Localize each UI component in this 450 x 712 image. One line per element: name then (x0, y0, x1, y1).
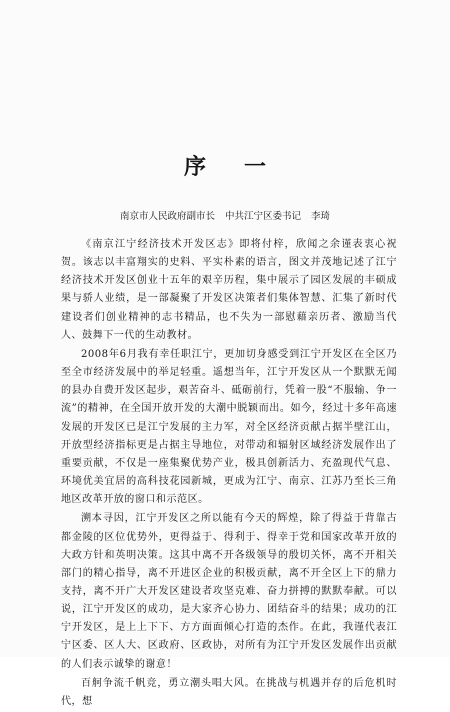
author-position-party-secretary: 中共江宁区委书记 (224, 211, 301, 222)
paragraph-2: 2008年6月我有幸任职江宁，更加切身感受到江宁开发区在全区乃至全市经济发展中的举足轻重。遥想当年，江宁开发区从一个默默无闻的县办自费开发区起步，艰苦奋斗、砥砺前行，凭着一股“不服输、争一流”的精神，在全国开放开发的大潮中脱颖而出。如今，经过十多年高速发展的开发区已是江宁发展的主力军，对全区经济贡献占据半壁江山，开放型经济指标更是占据主导地位，对带动和辐射区域经济发展作出了重要贡献，不仅是一座集聚优势产业，极具创新活力、充盈现代气息、环境优美宜居的高科技花园新城，更成为江宁、南京、江苏乃至长三角地区改革开放的窗口和示范区。 (61, 348, 397, 506)
author-name: 李琦 (311, 211, 331, 222)
preface-body (61, 236, 397, 712)
paragraph-3: 溯本寻因，江宁开发区之所以能有今天的辉煌，除了得益于背靠古都金陵的区位优势外，更得益于、得利于、得幸于党和国家改革开放的大政方针和英明决策。这其中离不开各级领导的殷切关怀，离不开相关部门的精心指导，离不开进区企业的积极贡献，离不开全区上下的鼎力支持，离不开广大开发区建设者攻坚克难、奋力拼搏的默默奉献。可以说，江宁开发区的成功，是大家齐心协力、团结奋斗的结果；成功的江宁开发区，是上上下下、方方面面倾心打造的杰作。在此，我谨代表江宁区委、区人大、区政府、区政协，对所有为江宁开发区发展作出贡献的人们表示诚挚的谢意！ (61, 513, 397, 670)
page-title: 序一 (183, 154, 304, 180)
author-position-vice-mayor: 南京市人民政府副市长 (119, 211, 215, 222)
paragraph-1: 《南京江宁经济技术开发区志》即将付梓，欣闻之余谨表衷心祝贺。该志以丰富翔实的史料、平实朴素的语言，图文并茂地记述了江宁经济技术开发区创业十五年的艰辛历程，集中展示了园区发展的丰硕成果与骄人业绩，是一部凝聚了开发区决策者们集体智慧、汇集了新时代建设者们创业精神的志书精品，也不失为一部慰藉亲历者、激励当代人、鼓舞下一代的生动教材。 (61, 239, 397, 341)
paragraph-4: 百舸争流千帆竞，勇立潮头唱大风。在挑战与机遇并存的后危机时代，想 (61, 677, 397, 707)
author-byline (0, 211, 450, 223)
